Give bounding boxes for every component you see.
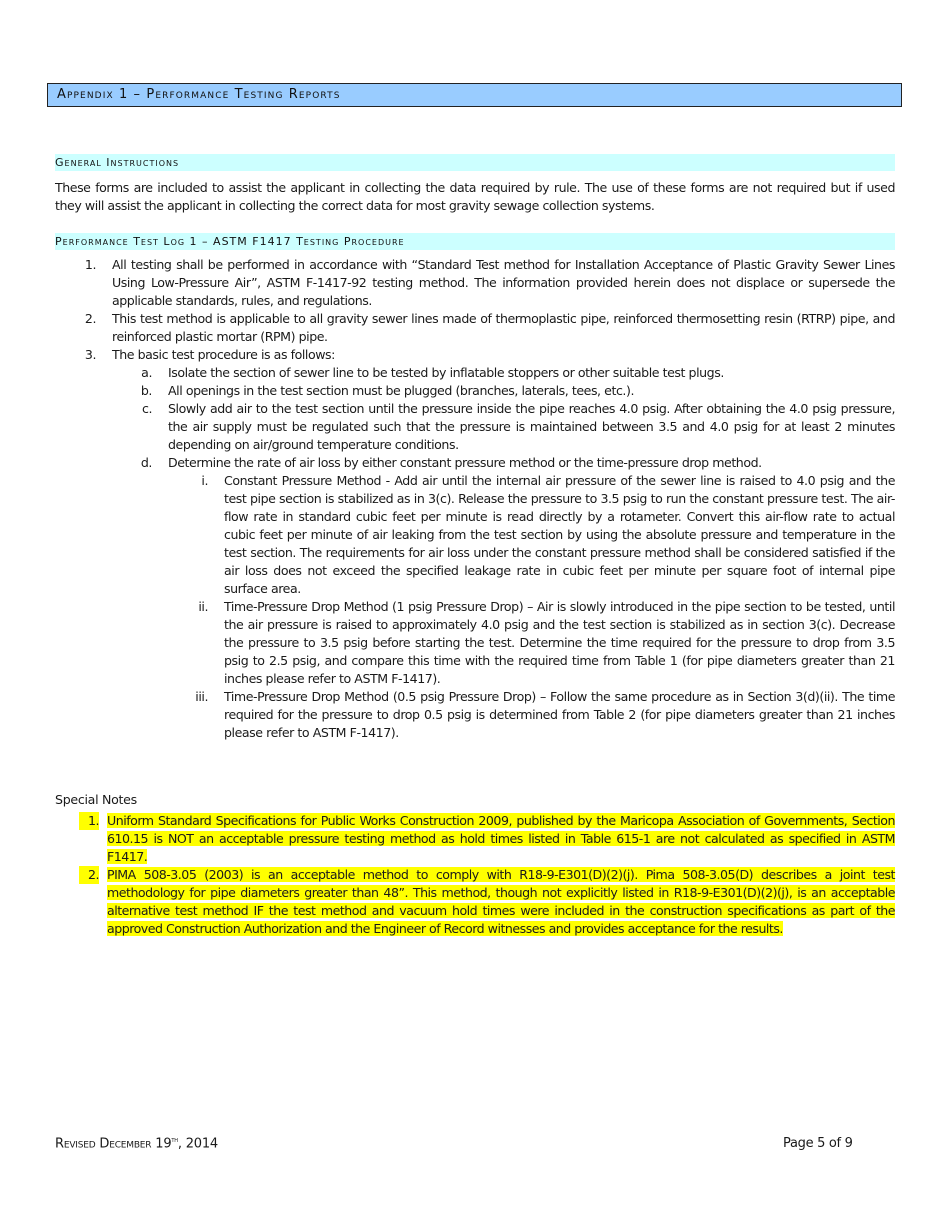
list-item-text: PIMA 508-3.05 (2003) is an acceptable method to comply with R18-9-E301(D)(2)(j). Pima 508-3.05(D) describes a joint test methodology for pipe diameters greater than 48”. This method, though not explicitly listed in R18-9-E301(D)(2)(j), is an acceptable alternative test method IF the test method and vacuum hold times were included in the construction specifications as part of the approved Construction Authorization and the Engineer of Record witnesses and provides acceptance for the results. <box>107 867 895 936</box>
special-notes-title: Special Notes <box>55 792 137 807</box>
list-item <box>87 866 895 938</box>
list-item <box>84 310 895 346</box>
list-number: 1. <box>84 257 96 272</box>
special-notes-list <box>87 812 895 938</box>
list-number: 2. <box>79 866 99 884</box>
list-item-text: Time-Pressure Drop Method (1 psig Pressure Drop) – Air is slowly introduced in the pipe section to be tested, until the air pressure is raised to approximately 4.0 psig and the test section is stabilized as in section 3(c). Decrease the pressure to 3.5 psig before starting the test. Determine the time required for the pressure to drop from 3.5 psig to 2.5 psig, and compare this time with the required time from Table 1 (for pipe diameters greater than 21 inches please refer to ASTM F-1417). <box>224 599 895 686</box>
general-instructions-heading: General Instructions <box>55 154 895 171</box>
list-item <box>140 454 895 742</box>
list-item <box>84 256 895 310</box>
procedure-steps-list <box>140 364 895 742</box>
list-number: iii. <box>195 689 208 704</box>
list-number: b. <box>140 383 152 398</box>
list-item-text: Determine the rate of air loss by either constant pressure method or the time-pressure drop method. <box>168 455 762 470</box>
list-item-text: Time-Pressure Drop Method (0.5 psig Pressure Drop) – Follow the same procedure as in Section 3(d)(ii). The time required for the pressure to drop 0.5 psig is determined from Table 2 (for pipe diameters greater than 21 inches please refer to ASTM F-1417). <box>224 689 895 740</box>
revised-year: , 2014 <box>177 1136 218 1152</box>
list-number: 3. <box>84 347 96 362</box>
list-item <box>141 400 895 454</box>
list-number: i. <box>201 473 208 488</box>
list-number: ii. <box>198 599 208 614</box>
list-number: a. <box>141 365 152 380</box>
list-item <box>195 688 895 742</box>
footer-revision-date <box>55 1136 218 1151</box>
list-item <box>84 346 895 742</box>
list-item-text: All openings in the test section must be plugged (branches, laterals, tees, etc.). <box>168 383 634 398</box>
list-item <box>140 382 895 400</box>
list-item <box>87 812 895 866</box>
page-number: Page 5 of 9 <box>783 1136 853 1151</box>
list-item <box>198 598 895 688</box>
procedure-heading: Performance Test Log 1 – ASTM F1417 Testing Procedure <box>55 233 895 250</box>
list-item <box>201 472 895 598</box>
list-item-text: Constant Pressure Method - Add air until the internal air pressure of the sewer line is raised to 4.0 psig and the test pipe section is stabilized as in 3(c). Release the pressure to 3.5 psig to run the constant pressure test. The air-flow rate in standard cubic feet per minute is read directly by a rotameter. Convert this air-flow rate to actual cubic feet per minute of air leaking from the test section by using the absolute pressure and temperature in the test section. The requirements for air loss under the constant pressure method shall be considered satisfied if the air loss does not exceed the specified leakage rate in cubic feet per minute per square foot of internal pipe surface area. <box>224 473 895 596</box>
general-instructions-text: These forms are included to assist the applicant in collecting the data required by rule. The use of these forms are not required but if used they will assist the applicant in collecting the correct data for most gravity sewage collection systems. <box>55 180 895 213</box>
list-item-text: Slowly add air to the test section until the pressure inside the pipe reaches 4.0 psig. After obtaining the 4.0 psig pressure, the air supply must be regulated such that the pressure is maintained between 3.5 and 4.0 psig for at least 2 minutes depending on air/ground temperature conditions. <box>168 401 895 452</box>
date-ordinal: th <box>171 1136 178 1144</box>
list-item-text: The basic test procedure is as follows: <box>112 347 335 362</box>
test-methods-list <box>195 472 895 742</box>
appendix-title: Appendix 1 – Performance Testing Reports <box>47 83 902 107</box>
list-item-text: Uniform Standard Specifications for Public Works Construction 2009, published by the Maricopa Association of Governments, Section 610.15 is NOT an acceptable pressure testing method as hold times listed in Table 615-1 are not calculated as specified in ASTM F1417. <box>107 813 895 864</box>
procedure-list <box>84 256 895 742</box>
list-number: d. <box>140 455 152 470</box>
list-item-text: All testing shall be performed in accordance with “Standard Test method for Installation Acceptance of Plastic Gravity Sewer Lines Using Low-Pressure Air”, ASTM F-1417-92 testing method. The information provided herein does not displace or supersede the applicable standards, rules, and regulations. <box>112 257 895 308</box>
list-item <box>141 364 895 382</box>
list-item-text: This test method is applicable to all gravity sewer lines made of thermoplastic pipe, reinforced thermosetting resin (RTRP) pipe, and reinforced plastic mortar (RPM) pipe. <box>112 311 895 344</box>
list-number: 2. <box>84 311 96 326</box>
revised-label: Revised December 19 <box>55 1136 172 1152</box>
list-number: 1. <box>79 812 99 830</box>
list-number: c. <box>141 401 152 416</box>
list-item-text: Isolate the section of sewer line to be tested by inflatable stoppers or other suitable test plugs. <box>168 365 724 380</box>
